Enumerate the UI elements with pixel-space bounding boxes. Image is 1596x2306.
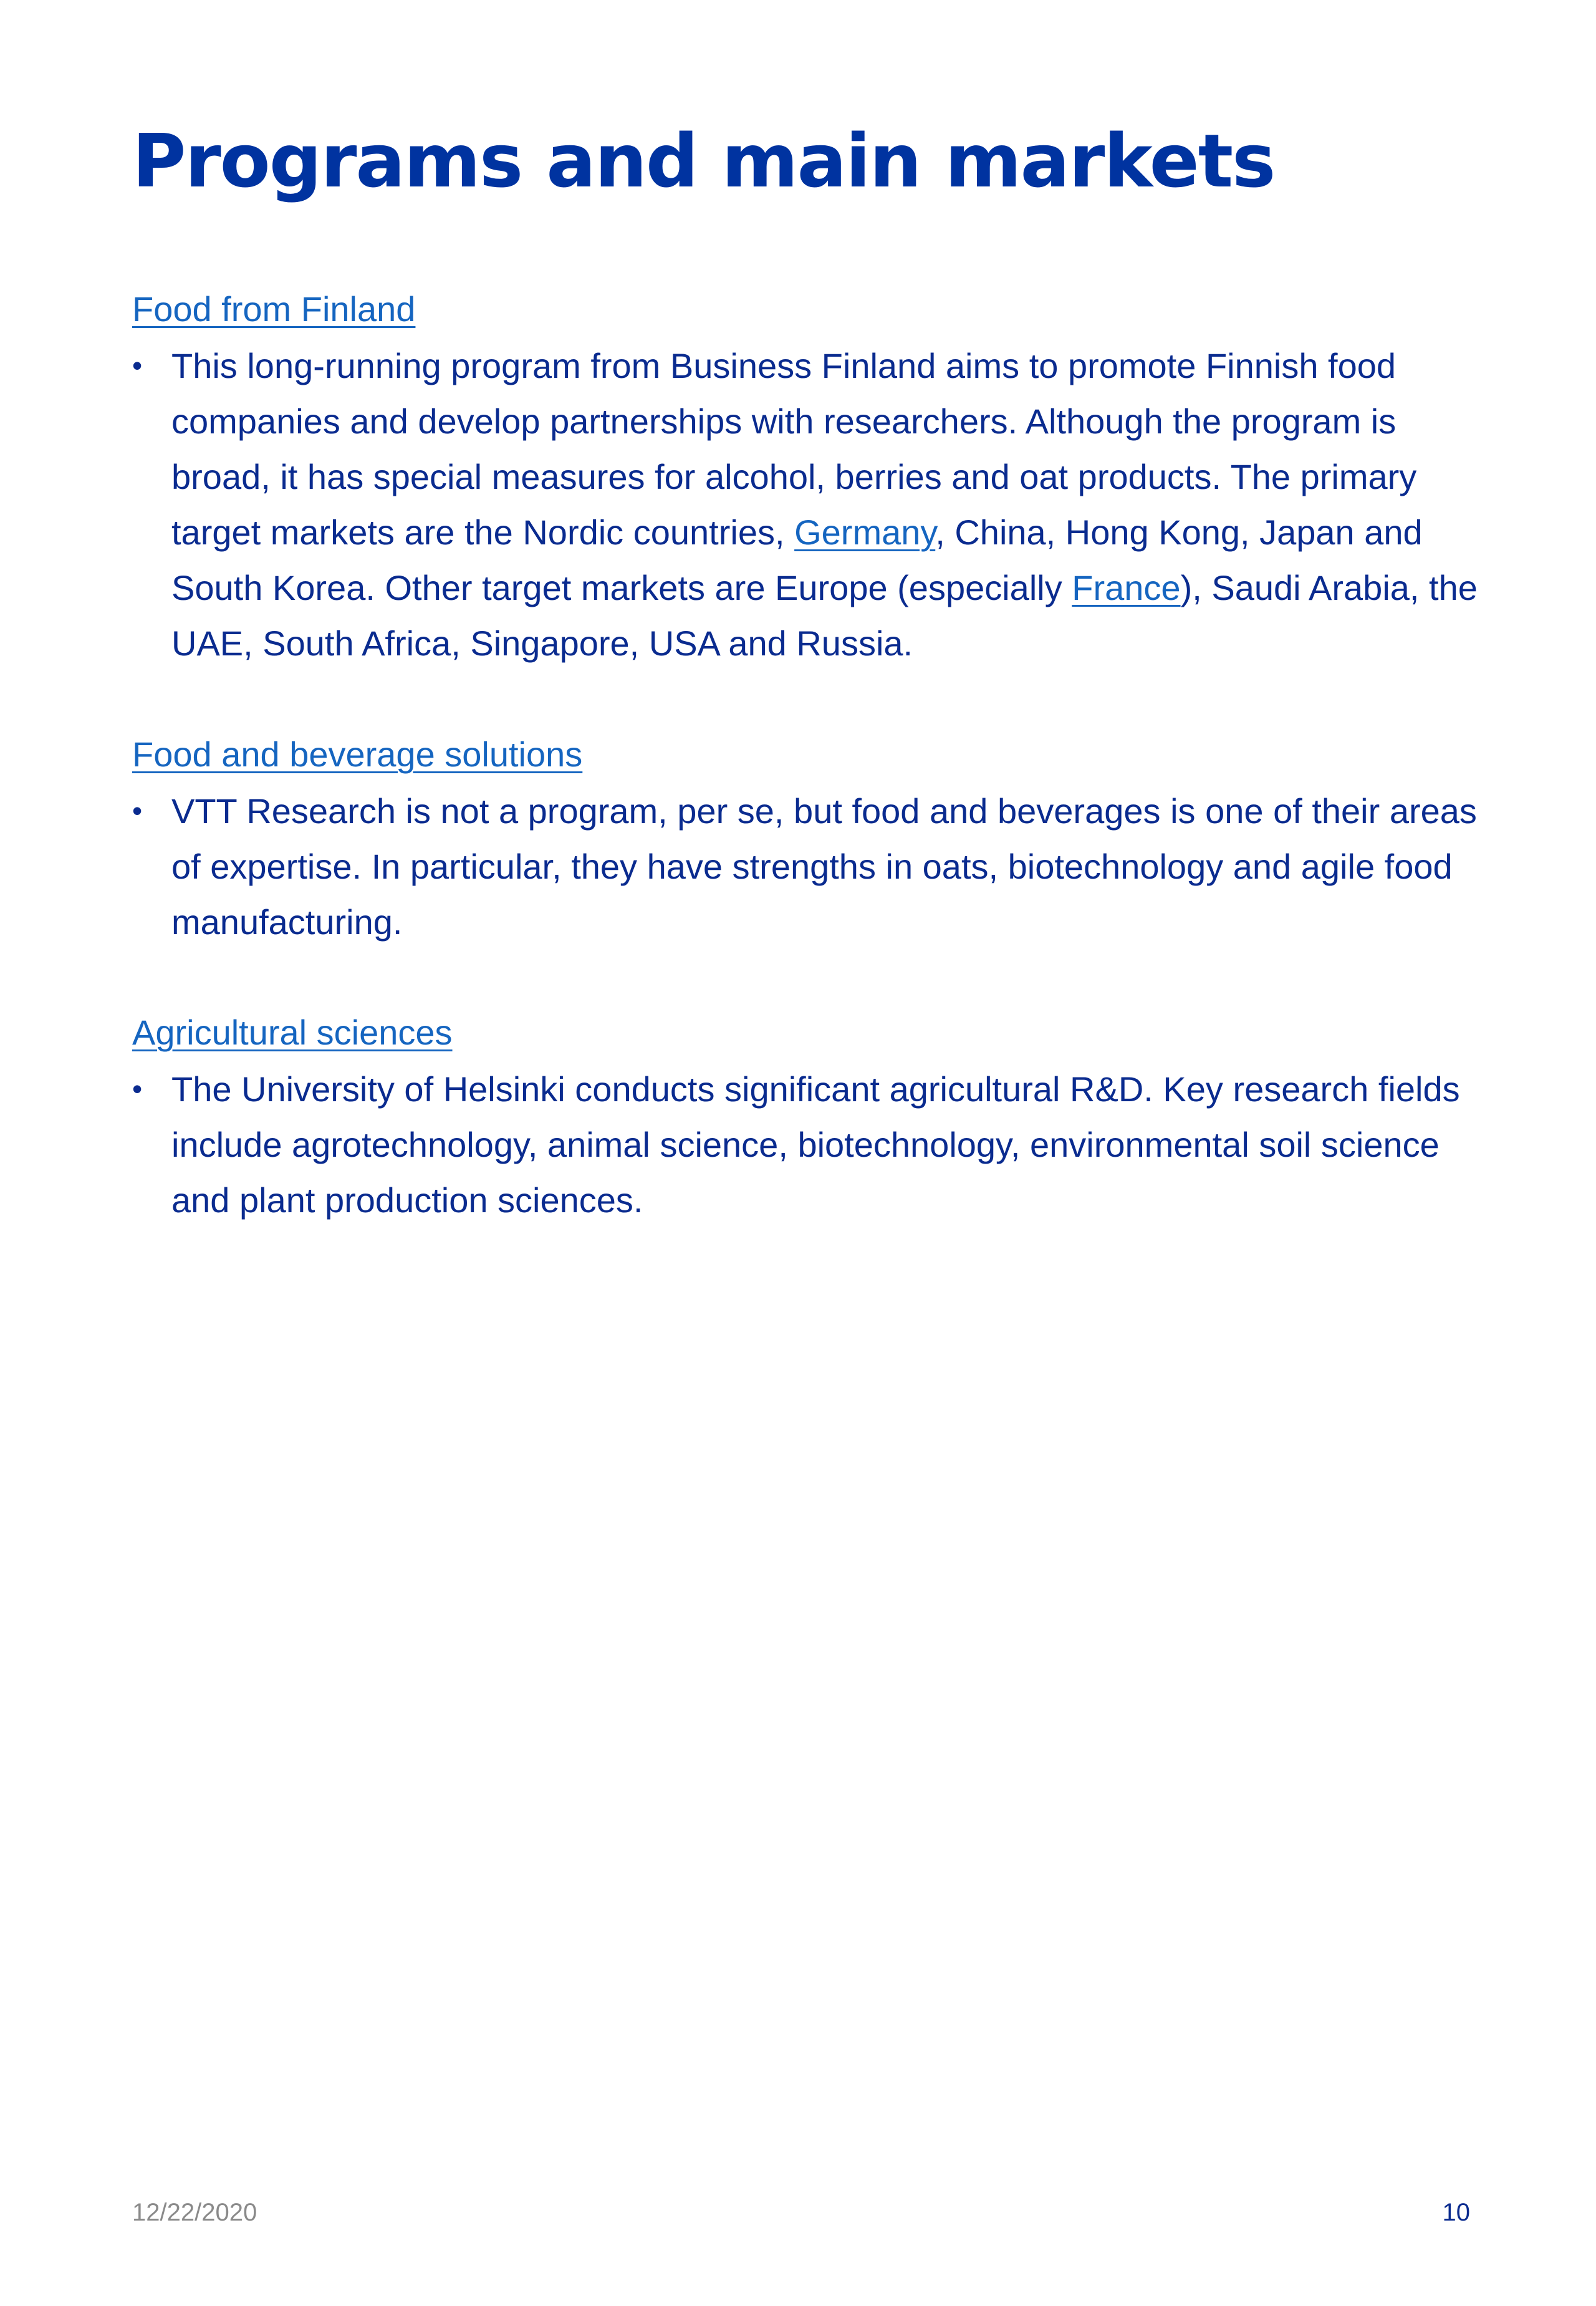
link-agricultural-sciences[interactable]: Agricultural sciences: [132, 1013, 453, 1052]
link-germany[interactable]: Germany: [794, 513, 936, 552]
section-food-from-finland: [132, 282, 1479, 671]
link-food-and-beverage-solutions[interactable]: Food and beverage solutions: [132, 735, 583, 774]
link-france[interactable]: France: [1072, 568, 1181, 607]
footer-date: 12/22/2020: [132, 2199, 257, 2226]
list-item: [132, 783, 1479, 950]
text-segment: , China, Hong Kong, Japan and South Korea. Other target markets are Europe (especially: [171, 513, 1423, 607]
link-food-from-finland[interactable]: Food from Finland: [132, 289, 416, 329]
text-segment: This long-running program from Business Finland aims to promote Finnish food companies and develop partnerships with researchers. Although the program is broad, it has special measures for alcohol, berries and oat products. The primary target markets are the Nordic countries,: [171, 346, 1417, 552]
text-segment: ), Saudi Arabia, the UAE, South Africa, Singapore, USA and Russia.: [171, 568, 1478, 663]
list-item: [132, 1061, 1479, 1228]
list-item: [132, 338, 1479, 671]
bullet-icon: •: [132, 794, 143, 827]
section-agricultural-sciences: [132, 1005, 1479, 1228]
page-number: 10: [1442, 2199, 1470, 2226]
bullet-text: The University of Helsinki conducts significant agricultural R&D. Key research fields include agrotechnology, animal science, biotechnology, environmental soil science and plant production sciences.: [171, 1069, 1460, 1220]
bullet-icon: •: [132, 349, 143, 382]
section-food-and-beverage-solutions: [132, 727, 1479, 950]
page-title: Programs and main markets: [132, 118, 1275, 204]
bullet-text: VTT Research is not a program, per se, but food and beverages is one of their areas of expertise. In particular, they have strengths in oats, biotechnology and agile food manufacturing.: [171, 791, 1477, 942]
bullet-text: [171, 338, 1481, 671]
bullet-icon: •: [132, 1073, 143, 1105]
